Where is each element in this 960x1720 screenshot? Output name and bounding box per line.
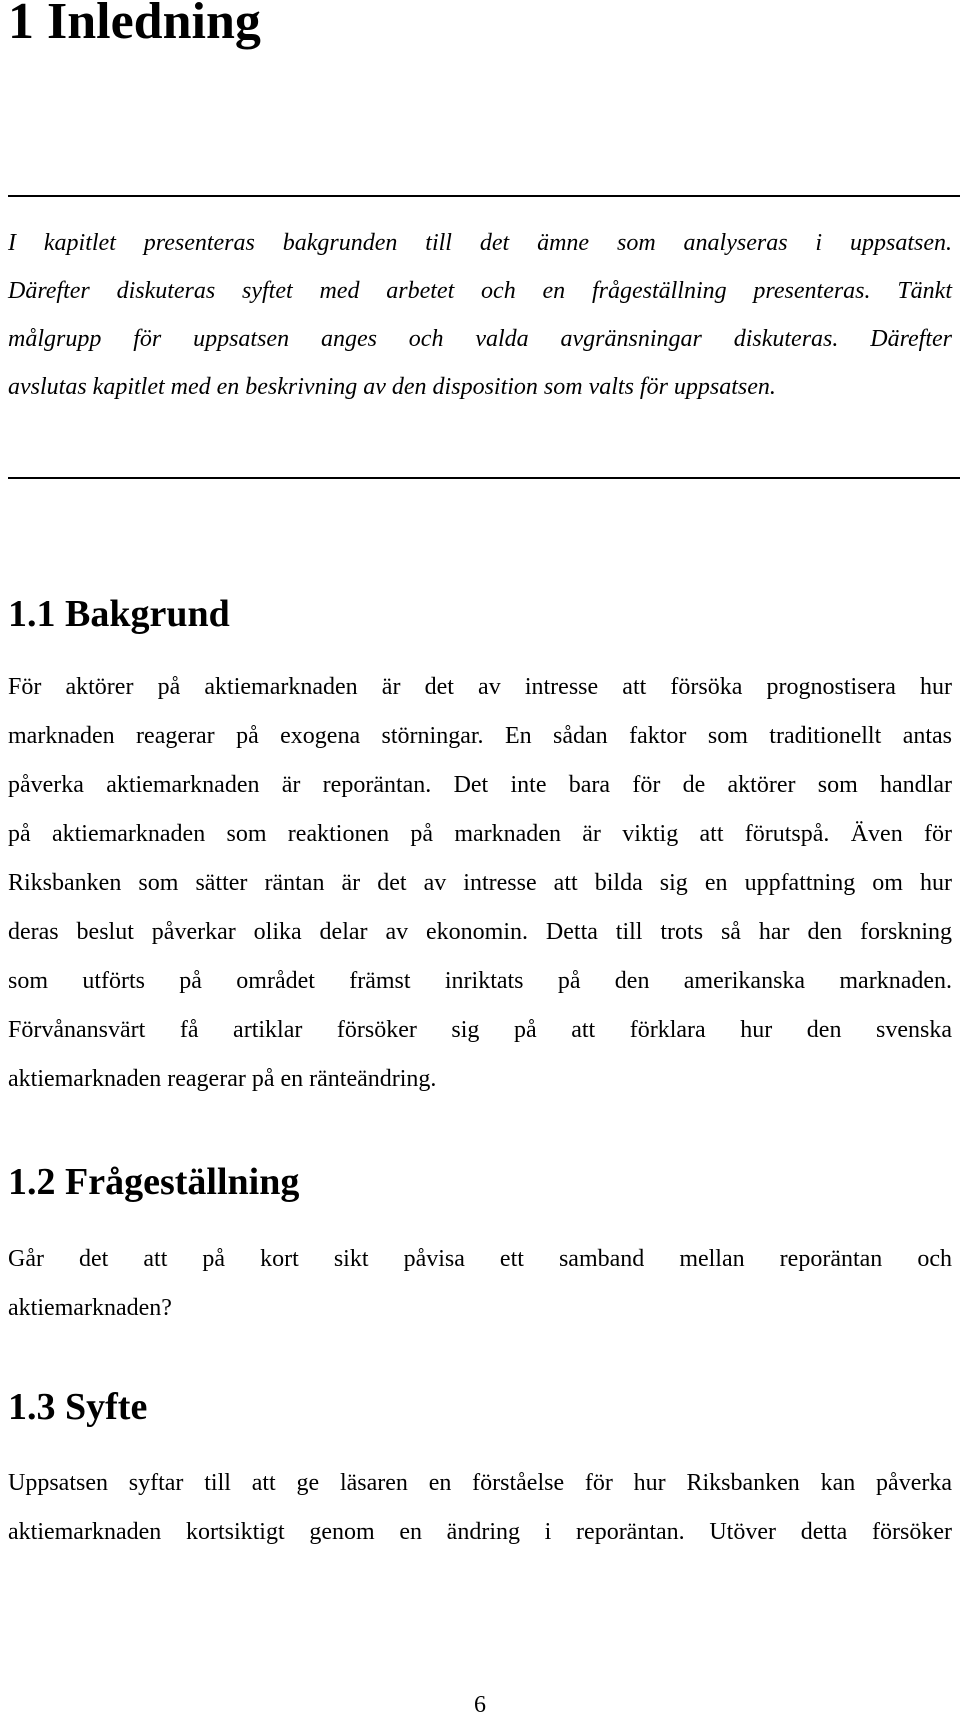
intro-line: I kapitlet presenteras bakgrunden till det ämne som analyseras i uppsatsen. xyxy=(8,230,952,256)
top-rule xyxy=(8,195,960,197)
intro-line: målgrupp för uppsatsen anges och valda avgränsningar diskuteras. Därefter xyxy=(8,326,952,352)
intro-line: Därefter diskuteras syftet med arbetet och en frågeställning presenteras. Tänkt xyxy=(8,278,952,304)
body-line: påverka aktiemarknaden är reporäntan. Det inte bara för de aktörer som handlar xyxy=(8,772,952,798)
body-line: aktiemarknaden? xyxy=(8,1295,172,1321)
chapter-title: 1 Inledning xyxy=(8,0,261,50)
body-line: deras beslut påverkar olika delar av ekonomin. Detta till trots så har den forskning xyxy=(8,919,952,945)
section-heading-fragestallning: 1.2 Frågeställning xyxy=(8,1161,300,1203)
body-line: på aktiemarknaden som reaktionen på marknaden är viktig att förutspå. Även för xyxy=(8,821,952,847)
section-heading-syfte: 1.3 Syfte xyxy=(8,1386,148,1428)
body-line: Riksbanken som sätter räntan är det av intresse att bilda sig en uppfattning om hur xyxy=(8,870,952,896)
bottom-rule xyxy=(8,477,960,479)
section-heading-bakgrund: 1.1 Bakgrund xyxy=(8,593,230,635)
intro-line: avslutas kapitlet med en beskrivning av den disposition som valts för uppsatsen. xyxy=(8,374,776,400)
body-line: aktiemarknaden kortsiktigt genom en ändring i reporäntan. Utöver detta försöker xyxy=(8,1519,952,1545)
body-line: som utförts på området främst inriktats på den amerikanska marknaden. xyxy=(8,968,952,994)
body-line: Uppsatsen syftar till att ge läsaren en förståelse för hur Riksbanken kan påverka xyxy=(8,1470,952,1496)
body-line: Förvånansvärt få artiklar försöker sig på att förklara hur den svenska xyxy=(8,1017,952,1043)
body-line: marknaden reagerar på exogena störningar. En sådan faktor som traditionellt antas xyxy=(8,723,952,749)
body-line: aktiemarknaden reagerar på en ränteändring. xyxy=(8,1066,437,1092)
page-number: 6 xyxy=(474,1692,486,1718)
body-line: För aktörer på aktiemarknaden är det av intresse att försöka prognostisera hur xyxy=(8,674,952,700)
body-line: Går det att på kort sikt påvisa ett samband mellan reporäntan och xyxy=(8,1246,952,1272)
